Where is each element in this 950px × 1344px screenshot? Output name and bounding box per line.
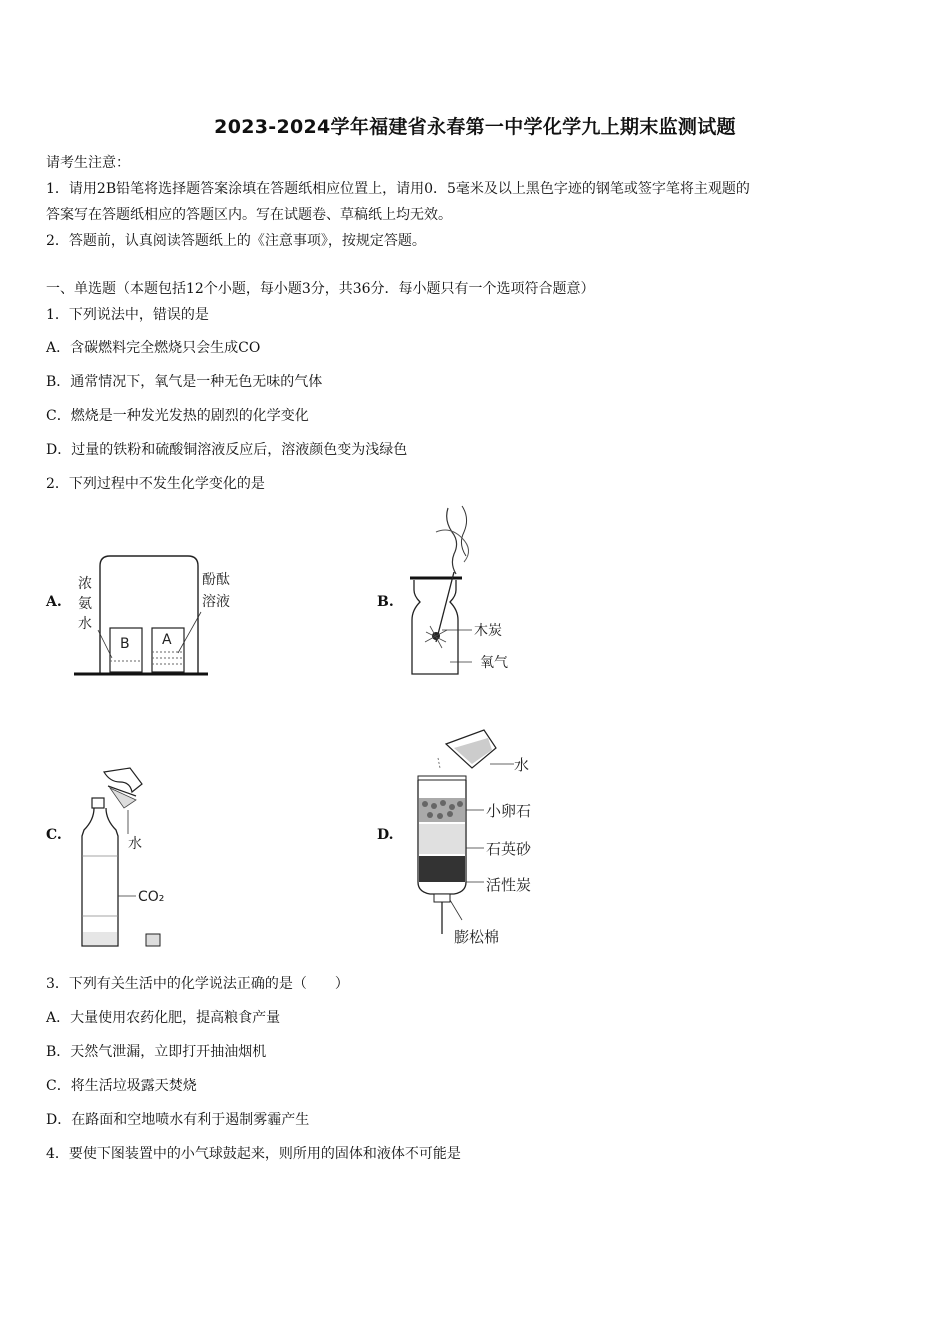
option-a: A．含碳燃料完全燃烧只会生成CO (46, 340, 261, 356)
fig-d-layer4-label: 膨松棉 (454, 928, 500, 946)
fig-a-left-label: 水 (78, 616, 92, 632)
question-stem: 3．下列有关生活中的化学说法正确的是（ ） (46, 976, 349, 992)
fig-b-oxygen-label: 氧气 (480, 655, 508, 671)
figure-label-a: A. (46, 594, 62, 610)
option-b: B．通常情况下，氧气是一种无色无味的气体 (46, 374, 323, 390)
figure-d-water-filter (410, 724, 550, 950)
option-c: C．燃烧是一种发光发热的剧烈的化学变化 (46, 408, 309, 424)
option-c: C．将生活垃圾露天焚烧 (46, 1078, 197, 1094)
figure-b-gas-bottle (400, 502, 550, 684)
notice-item: 1．请用2B铅笔将选择题答案涂填在答题纸相应位置上，请用0．5毫米及以上黑色字迹的钢笔或签字笔将主观题的 (46, 181, 750, 197)
fig-a-right-label: 溶液 (202, 594, 230, 610)
option-d: D．过量的铁粉和硫酸铜溶液反应后，溶液颜色变为浅绿色 (46, 442, 408, 458)
fig-c-water-label: 水 (128, 836, 142, 852)
question-stem: 1．下列说法中，错误的是 (46, 307, 209, 323)
page-title: 2023-2024学年福建省永春第一中学化学九上期末监测试题 (214, 116, 736, 138)
notice-heading: 请考生注意： (46, 155, 130, 171)
figure-c-plastic-bottle (70, 766, 200, 952)
figure-label-d: D. (377, 827, 394, 843)
fig-d-layer1-label: 小卵石 (486, 802, 532, 820)
option-b: B．天然气泄漏，立即打开抽油烟机 (46, 1044, 267, 1060)
fig-d-layer2-label: 石英砂 (486, 840, 532, 858)
fig-a-left-label: 氨 (78, 596, 92, 612)
fig-d-layer3-label: 活性炭 (486, 876, 532, 894)
fig-a-right-label: 酚酞 (202, 572, 230, 588)
figure-label-b: B. (377, 594, 394, 610)
notice-item: 2．答题前，认真阅读答题纸上的《注意事项》，按规定答题。 (46, 233, 426, 249)
notice-item: 答案写在答题纸相应的答题区内。写在试题卷、草稿纸上均无效。 (46, 207, 452, 223)
option-d: D．在路面和空地喷水有利于遏制雾霾产生 (46, 1112, 310, 1128)
fig-a-beaker-a: A (162, 632, 172, 648)
fig-a-left-label: 浓 (78, 576, 92, 592)
figure-label-c: C. (46, 827, 62, 843)
question-stem: 4．要使下图装置中的小气球鼓起来，则所用的固体和液体不可能是 (46, 1146, 461, 1162)
fig-d-water-label: 水 (514, 756, 530, 774)
fig-b-charcoal-label: 木炭 (474, 623, 502, 639)
section-heading: 一、单选题（本题包括12个小题，每小题3分，共36分．每小题只有一个选项符合题意） (46, 281, 595, 297)
fig-a-beaker-b: B (120, 636, 130, 652)
fig-c-co2-label: CO₂ (138, 889, 165, 905)
question-stem: 2．下列过程中不发生化学变化的是 (46, 476, 265, 492)
option-a: A．大量使用农药化肥，提高粮食产量 (46, 1010, 281, 1026)
figure-a-bell-jar (70, 548, 250, 683)
